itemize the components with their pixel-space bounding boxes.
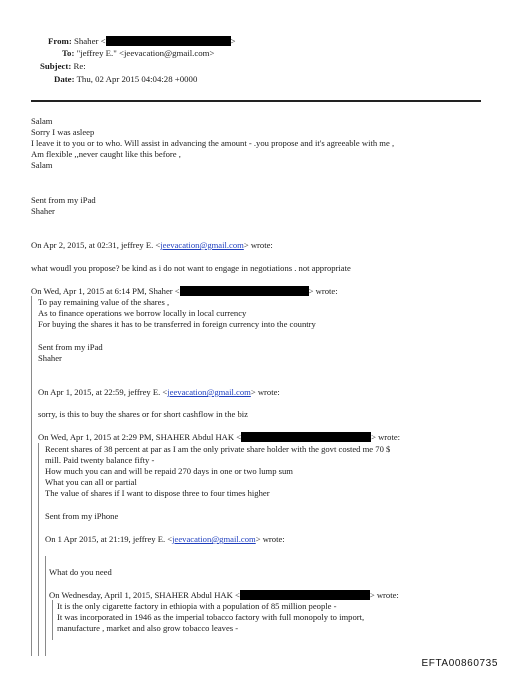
quote-attribution — [31, 240, 273, 251]
quote-body-line: As to finance operations we borrow locally in local currency — [38, 308, 247, 318]
quote-body-line: The value of shares if I want to dispose three to four times higher — [45, 488, 270, 498]
quote-prefix: On Apr 2, 2015, at 02:31, jeffrey E. < — [31, 240, 161, 250]
header-from-row — [48, 36, 236, 47]
to-value: "jeffrey E." <jeevacation@gmail.com> — [76, 48, 215, 58]
msg1-line: Am flexible ,,never caught like this before , — [31, 149, 181, 159]
redaction-bar — [240, 590, 370, 600]
email-link[interactable]: jeevacation@gmail.com — [160, 240, 244, 250]
quote-level-2-bar — [38, 443, 39, 656]
quote-suffix: > wrote: — [369, 590, 399, 600]
quote-attribution — [38, 432, 400, 443]
quote-attribution — [45, 534, 285, 545]
quote-body-line: For buying the shares it has to be transferred in foreign currency into the country — [38, 319, 316, 329]
quote-prefix: On Wed, Apr 1, 2015 at 6:14 PM, Shaher < — [31, 286, 180, 296]
quote-prefix: On 1 Apr 2015, at 21:19, jeffrey E. < — [45, 534, 173, 544]
quote-level-1-bar — [31, 296, 32, 656]
quote-attribution — [49, 590, 399, 601]
quote-prefix: On Wednesday, April 1, 2015, SHAHER Abdul HAK < — [49, 590, 240, 600]
quote-body-line: It was incorporated in 1946 as the imperial tobacco factory with full monopoly to import, — [57, 612, 365, 622]
msg1-line: Sorry I was asleep — [31, 127, 95, 137]
quote-suffix: > wrote: — [308, 286, 338, 296]
quote-suffix: > wrote: — [243, 240, 273, 250]
quote-level-3-bar — [45, 556, 46, 656]
subject-value: Re: — [73, 61, 86, 71]
quote-body-line: Recent shares of 38 percent at par as I am the only private share holder with the govt costed me 70 $ — [45, 444, 391, 454]
quote-suffix: > wrote: — [371, 432, 401, 442]
quote-body-line: It is the only cigarette factory in ethiopia with a population of 85 million people - — [57, 601, 337, 611]
quote-body-line: What you can all or partial — [45, 477, 137, 487]
quote-body-line: manufacture , market and also grow tobacco leaves - — [57, 623, 239, 633]
from-end: > — [230, 36, 236, 46]
quote-body-line: To pay remaining value of the shares , — [38, 297, 170, 307]
signature-line: Shaher — [31, 206, 55, 216]
document-id: EFTA00860735 — [421, 658, 498, 669]
quote-prefix: On Wed, Apr 1, 2015 at 2:29 PM, SHAHER Abdul HAK < — [38, 432, 242, 442]
quote-body-line: mill. Paid twenty balance fifty - — [45, 455, 155, 465]
date-label: Date: — [54, 74, 75, 84]
msg1-line: I leave it to you or to who. Will assist in advancing the amount - .you propose and it's agreeable with me , — [31, 138, 395, 148]
signature-line: Sent from my iPad — [38, 342, 103, 352]
quote-level-4-bar — [52, 600, 53, 640]
date-value: Thu, 02 Apr 2015 04:04:28 +0000 — [76, 74, 198, 84]
email-link[interactable]: jeevacation@gmail.com — [172, 534, 256, 544]
subject-label: Subject: — [40, 61, 72, 71]
header-date-row — [54, 74, 197, 85]
email-link[interactable]: jeevacation@gmail.com — [167, 387, 251, 397]
quote-body-line: sorry, is this to buy the shares or for short cashflow in the biz — [38, 409, 248, 419]
redaction-bar — [106, 36, 231, 46]
quote-body-line: How much you can and will be repaid 270 days in one or two lump sum — [45, 466, 293, 476]
quote-body-line: what woudl you propose? be kind as i do not want to engage in negotiations . not appropriate — [31, 263, 351, 273]
signature-line: Sent from my iPhone — [45, 511, 119, 521]
header-divider — [31, 100, 481, 102]
to-label: To: — [62, 48, 75, 58]
signature-line: Shaher — [38, 353, 62, 363]
quote-attribution — [31, 286, 338, 297]
quote-body-line: What do you need — [49, 567, 112, 577]
quote-prefix: On Apr 1, 2015, at 22:59, jeffrey E. < — [38, 387, 168, 397]
signature-line: Sent from my iPad — [31, 195, 96, 205]
msg1-line: Salam — [31, 116, 53, 126]
from-value: Shaher < — [73, 36, 106, 46]
quote-attribution — [38, 387, 280, 398]
quote-suffix: > wrote: — [250, 387, 280, 397]
redaction-bar — [180, 286, 309, 296]
quote-suffix: > wrote: — [255, 534, 285, 544]
header-subject-row — [40, 61, 86, 72]
from-label: From: — [48, 36, 72, 46]
redaction-bar — [241, 432, 371, 442]
msg1-line: Salam — [31, 160, 53, 170]
header-to-row — [62, 48, 214, 59]
